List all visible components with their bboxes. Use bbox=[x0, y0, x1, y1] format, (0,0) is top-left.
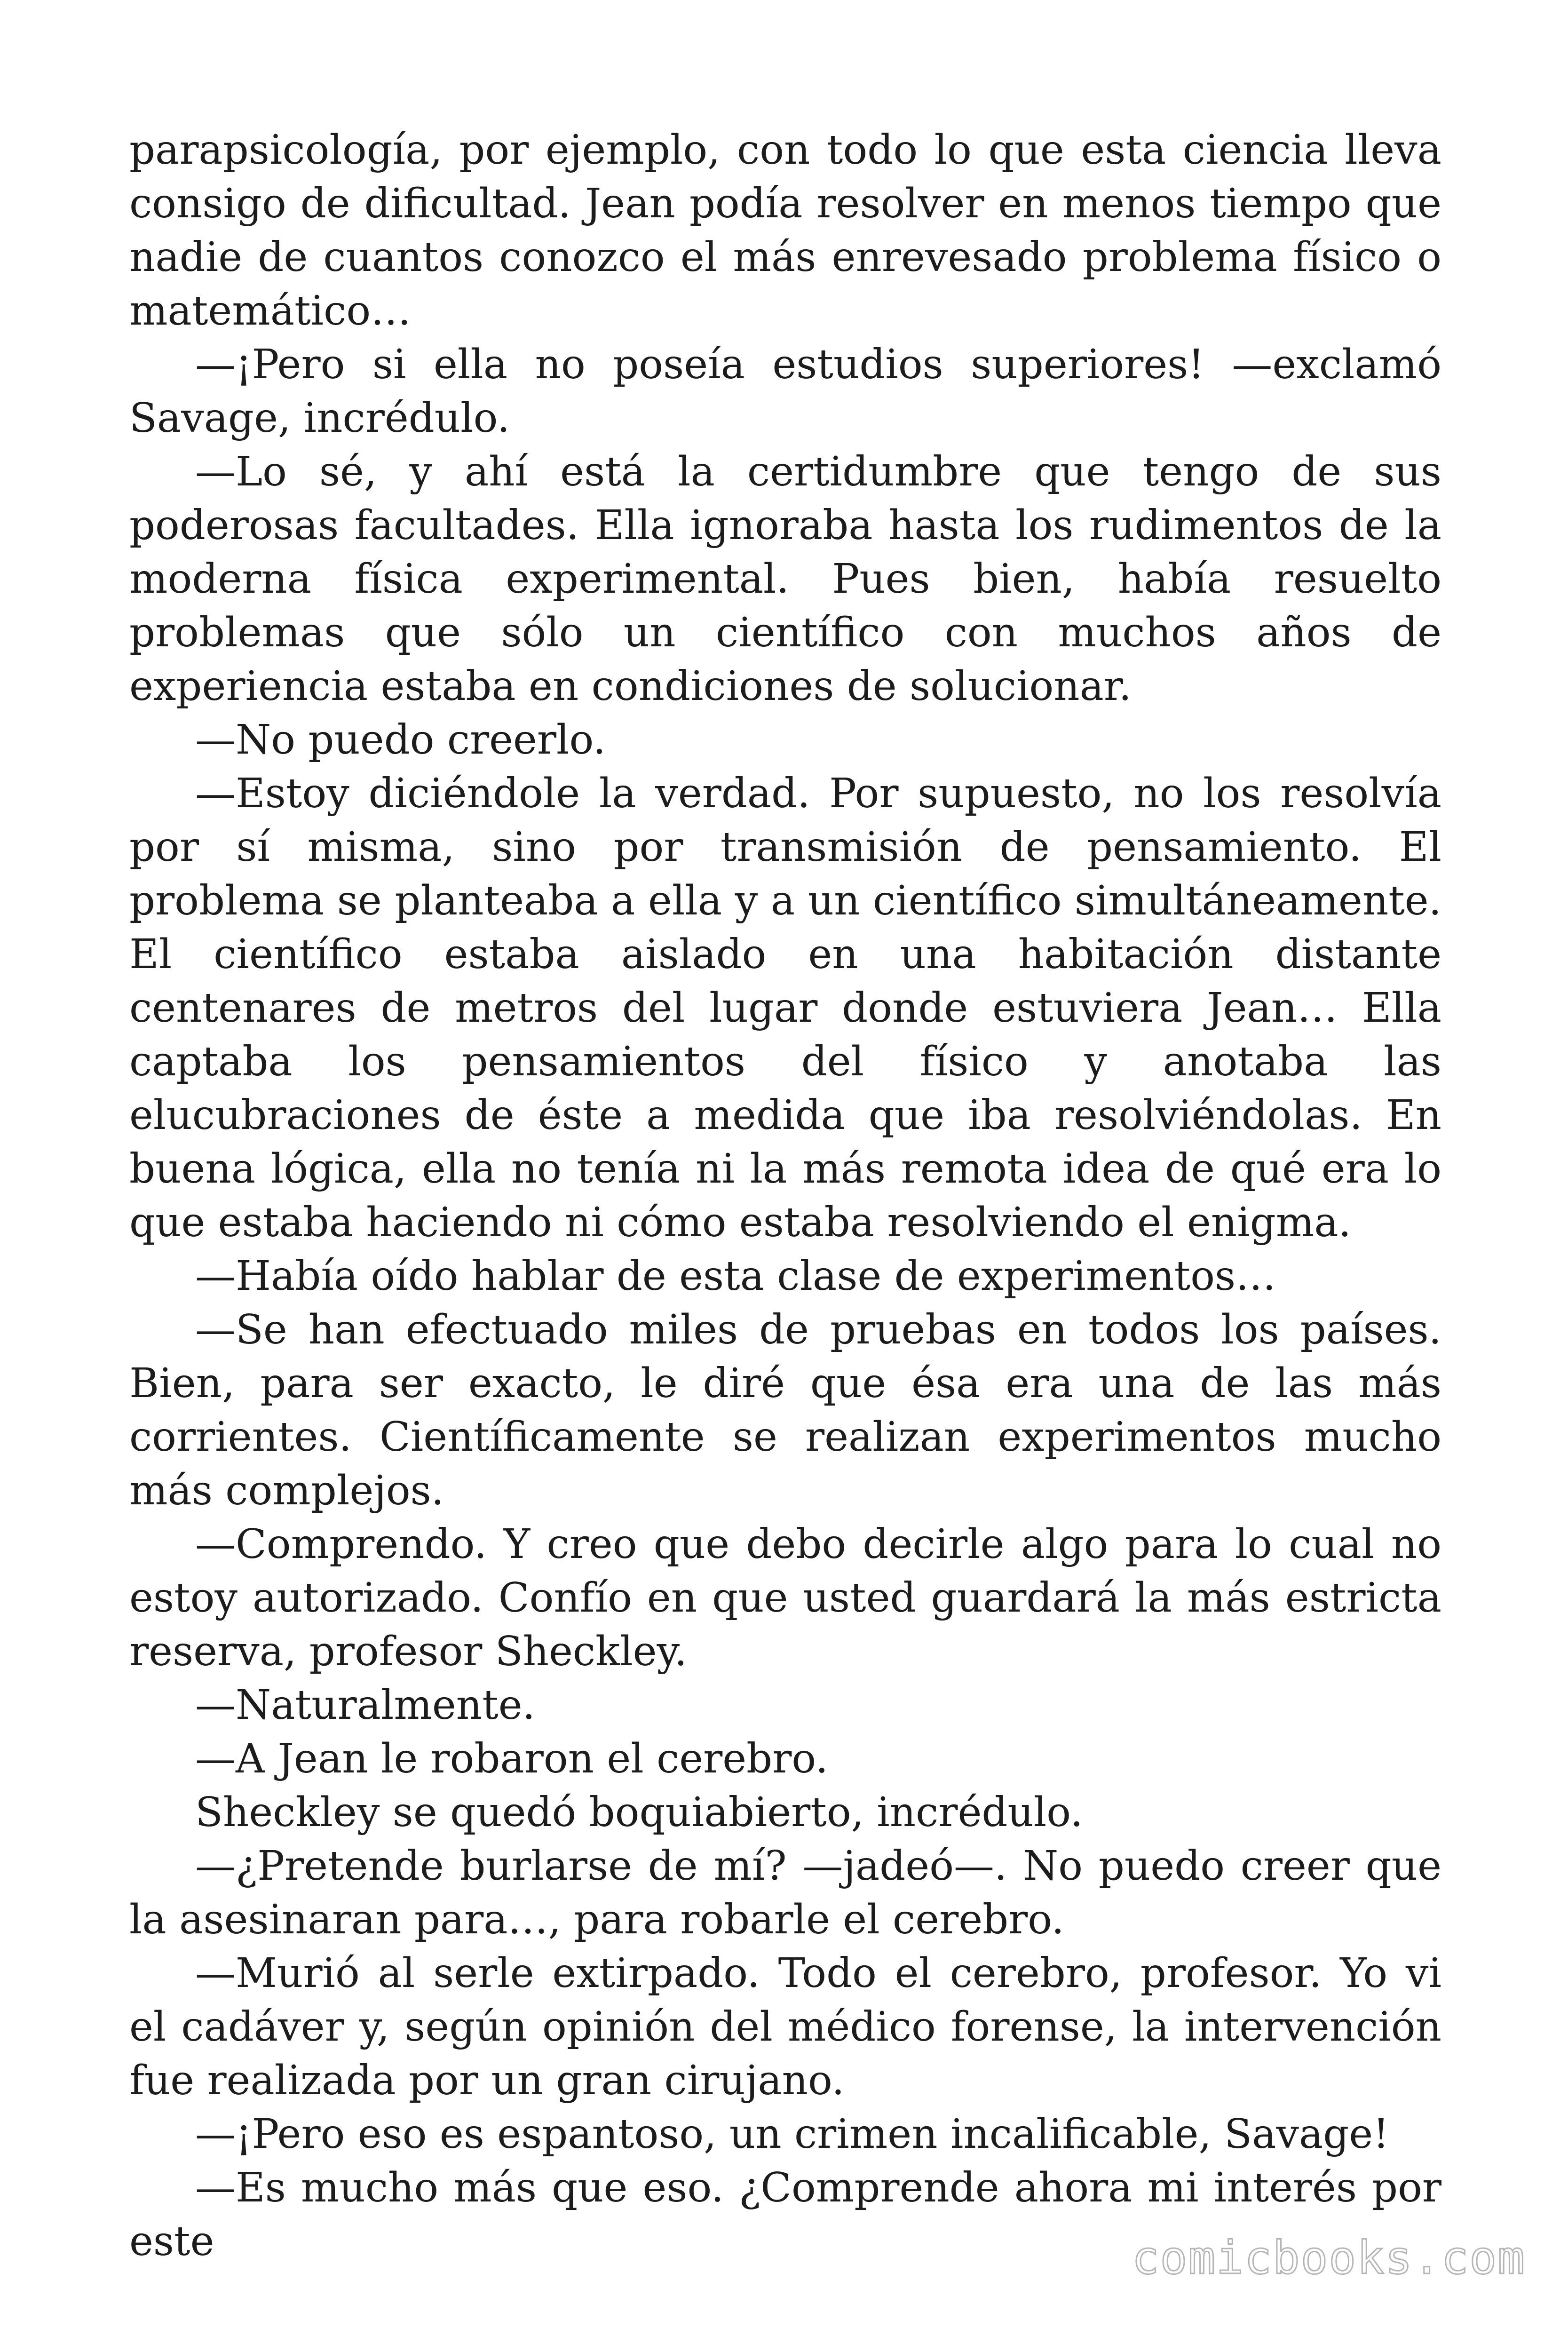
paragraph: —Naturalmente. bbox=[195, 1682, 535, 1729]
paragraph: —¿Pretende burlarse de mí? —jadeó—. No puedo creer que la asesinaran para…, para robarle el cerebro. bbox=[129, 1843, 1441, 1943]
page-body-text bbox=[129, 123, 1441, 2268]
paragraph: Sheckley se quedó boquiabierto, incrédulo. bbox=[195, 1789, 1083, 1836]
paragraph: —A Jean le robaron el cerebro. bbox=[195, 1735, 828, 1782]
paragraph: —Murió al serle extirpado. Todo el cerebro, profesor. Yo vi el cadáver y, según opinión del médico forense, la intervención fue realizada por un gran cirujano. bbox=[129, 1950, 1441, 2104]
paragraph: —No puedo creerlo. bbox=[195, 716, 606, 763]
paragraph: parapsicología, por ejemplo, con todo lo que esta ciencia lleva consigo de dificultad. Jean podía resolver en menos tiempo que nadie de cuantos conozco el más enrevesado problema físico o matemático… bbox=[129, 127, 1441, 334]
watermark: comicbooks.com bbox=[1132, 2232, 1526, 2284]
paragraph: —Es mucho más que eso. ¿Comprende ahora mi interés por este bbox=[129, 2164, 1441, 2265]
paragraph: —Había oído hablar de esta clase de experimentos… bbox=[195, 1253, 1276, 1300]
paragraph: —Estoy diciéndole la verdad. Por supuesto, no los resolvía por sí misma, sino por transmisión de pensamiento. El problema se planteaba a ella y a un científico simultáneamente. El científico estaba aislado en una habitación distante centenares de metros del lugar donde estuviera Jean… Ella captaba los pensamientos del físico y anotaba las elucubraciones de éste a medida que iba resolviéndolas. En buena lógica, ella no tenía ni la más remota idea de qué era lo que estaba haciendo ni cómo estaba resolviendo el enigma. bbox=[129, 770, 1441, 1246]
paragraph: —¡Pero si ella no poseía estudios superiores! —exclamó Savage, incrédulo. bbox=[129, 341, 1441, 442]
paragraph: —Se han efectuado miles de pruebas en todos los países. Bien, para ser exacto, le diré que ésa era una de las más corrientes. Científicamente se realizan experimentos mucho más complejos. bbox=[129, 1306, 1441, 1514]
paragraph: —Lo sé, y ahí está la certidumbre que tengo de sus poderosas facultades. Ella ignoraba hasta los rudimentos de la moderna física experimental. Pues bien, había resuelto problemas que sólo un científico con muchos años de experiencia estaba en condiciones de solucionar. bbox=[129, 448, 1441, 710]
paragraph: —¡Pero eso es espantoso, un crimen incalificable, Savage! bbox=[195, 2111, 1389, 2158]
paragraph: —Comprendo. Y creo que debo decirle algo para lo cual no estoy autorizado. Confío en que usted guardará la más estricta reserva, profesor Sheckley. bbox=[129, 1521, 1441, 1675]
